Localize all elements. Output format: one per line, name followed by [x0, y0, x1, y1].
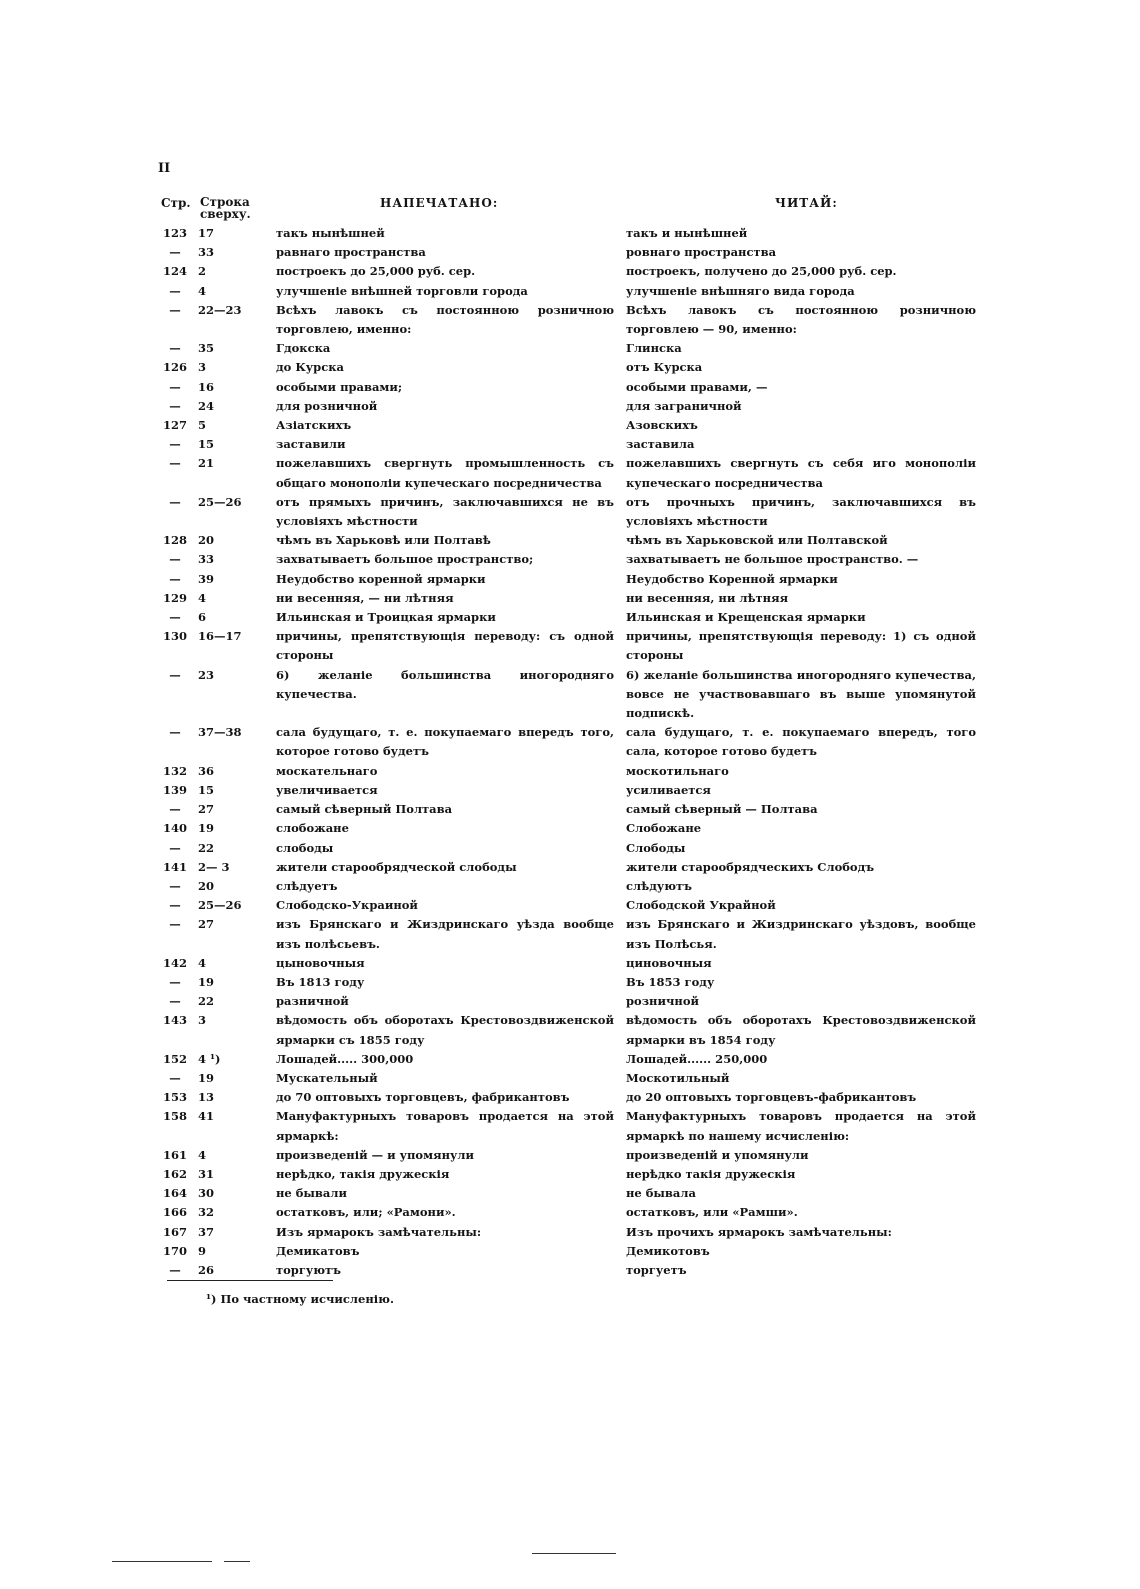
line-cell: 4 — [198, 1147, 207, 1162]
printed-cell: не бывали — [276, 1186, 348, 1201]
read-cell: особыми правами, — — [626, 379, 768, 394]
page-cell: — — [169, 802, 181, 817]
line-cell: 3 — [198, 1013, 207, 1028]
read-cell: остатковъ, или «Рамши». — [626, 1205, 798, 1220]
line-cell: 37—38 — [198, 725, 242, 740]
table-row — [158, 570, 998, 589]
printed-cell: остатковъ, или; «Рамони». — [276, 1205, 456, 1220]
line-cell: 4 — [198, 283, 207, 298]
line-cell: 35 — [198, 341, 215, 356]
table-row — [158, 1088, 998, 1107]
printed-cell: самый сѣверный Полтава — [276, 802, 453, 817]
table-row — [158, 282, 998, 301]
table-row — [158, 531, 998, 550]
page-cell: 123 — [162, 226, 187, 240]
read-cell: Изъ прочихъ ярмарокъ замѣчательны: — [626, 1224, 892, 1239]
table-row — [158, 493, 998, 531]
page-cell: 127 — [162, 418, 187, 433]
line-cell: 21 — [198, 456, 215, 471]
line-cell: 2 — [198, 264, 207, 279]
table-row — [158, 339, 998, 358]
page-cell: — — [169, 1262, 181, 1277]
table-row — [158, 1050, 998, 1069]
read-cell: москотильнаго — [626, 763, 729, 778]
printed-cell: Лошадей..... 300,000 — [276, 1051, 414, 1066]
page-cell: — — [169, 302, 181, 317]
printed-cell: Мускательный — [276, 1070, 378, 1085]
page-cell: — — [169, 667, 181, 682]
line-cell: 19 — [198, 1070, 215, 1085]
read-cell: причины, препятствующія переводу: 1) съ одной стороны — [626, 629, 976, 663]
read-cell: произведеній и упомянули — [626, 1147, 809, 1162]
printed-cell: Азіатскихъ — [276, 418, 352, 433]
header-printed-column: НАПЕЧАТАНО: — [380, 196, 499, 210]
read-cell: изъ Брянскаго и Жиздринскаго уѣздовъ, вообще изъ Полѣсья. — [626, 917, 976, 951]
read-cell: улучшеніе внѣшняго вида города — [626, 283, 855, 298]
table-row — [158, 1011, 998, 1049]
page-cell: — — [169, 994, 181, 1009]
printed-cell: до Курска — [276, 360, 344, 375]
page-cell: — — [169, 341, 181, 356]
read-cell: циновочныя — [626, 955, 712, 970]
read-cell: нерѣдко такія дружескія — [626, 1166, 796, 1181]
printed-cell: изъ Брянскаго и Жиздринскаго уѣзда вообще изъ полѣсьевъ. — [276, 917, 614, 951]
table-row — [158, 781, 998, 800]
page-cell: — — [169, 1070, 181, 1085]
page-cell: 128 — [162, 533, 187, 548]
page-cell: 124 — [162, 264, 187, 279]
page-cell: 161 — [162, 1147, 187, 1162]
printed-cell: Демикатовъ — [276, 1243, 360, 1258]
page-cell: — — [169, 494, 181, 509]
footnote: ¹) По частному исчисленію. — [206, 1292, 394, 1306]
header-page-column: Стр. — [161, 196, 191, 210]
page-cell: — — [169, 878, 181, 893]
table-row — [158, 608, 998, 627]
read-cell: вѣдомость объ оборотахъ Крестовоздвиженской ярмарки въ 1854 году — [626, 1013, 976, 1047]
errata-table — [158, 224, 998, 1280]
table-row — [158, 1242, 998, 1261]
table-header — [158, 192, 998, 228]
page-cell: 152 — [162, 1051, 187, 1066]
page-cell: 164 — [162, 1186, 187, 1201]
read-cell: пожелавшихъ свергнуть съ себя иго монополіи купеческаго посредничества — [626, 456, 976, 490]
page-cell: — — [169, 379, 181, 394]
line-cell: 20 — [198, 878, 215, 893]
printed-cell: 6) желаніе большинства иногородняго купечества. — [276, 667, 614, 701]
read-cell: самый сѣверный — Полтава — [626, 802, 818, 817]
line-cell: 37 — [198, 1224, 215, 1239]
footnote-divider — [167, 1280, 333, 1281]
table-row — [158, 992, 998, 1011]
table-row — [158, 819, 998, 838]
page-cell: 140 — [162, 821, 187, 836]
line-cell: 15 — [198, 782, 215, 797]
read-cell: Демикотовъ — [626, 1243, 710, 1258]
printed-cell: жители старообрядческой слободы — [276, 859, 517, 874]
read-cell: Азовскихъ — [626, 418, 698, 433]
page-cell: 132 — [162, 763, 187, 778]
line-cell: 39 — [198, 571, 215, 586]
read-cell: Слободской Украйной — [626, 898, 776, 913]
table-row — [158, 397, 998, 416]
page-cell: — — [169, 456, 181, 471]
line-cell: 33 — [198, 552, 215, 567]
read-cell: 6) желаніе большинства иногородняго купечества, вовсе не участвовавшаго въ выше упомянутой подпискѣ. — [626, 667, 976, 721]
table-row — [158, 973, 998, 992]
read-cell: отъ прочныхъ причинъ, заключавшихся въ условіяхъ мѣстности — [626, 494, 976, 529]
line-cell: 5 — [198, 418, 207, 433]
printed-cell: Въ 1813 году — [276, 974, 365, 989]
read-cell: сала будущаго, т. е. покупаемаго впередъ, того сала, которое готово будетъ — [626, 725, 976, 759]
page-cell: — — [169, 974, 181, 989]
table-row — [158, 800, 998, 819]
printed-cell: такъ нынѣшней — [276, 226, 385, 240]
page-cell: — — [169, 283, 181, 298]
read-cell: чѣмъ въ Харьковской или Полтавской — [626, 533, 888, 548]
table-row — [158, 858, 998, 877]
read-cell: торгуетъ — [626, 1262, 687, 1277]
read-cell: Слободы — [626, 840, 686, 855]
table-row — [158, 301, 998, 339]
table-row — [158, 877, 998, 896]
line-cell: 22 — [198, 994, 215, 1009]
table-row — [158, 762, 998, 781]
page-cell: — — [169, 571, 181, 586]
printed-cell: Мануфактурныхъ товаровъ продается на этой ярмаркѣ: — [276, 1109, 614, 1143]
printed-cell: Слободско-Украиной — [276, 898, 418, 913]
read-cell: ровнаго пространства — [626, 245, 777, 260]
line-cell: 27 — [198, 802, 215, 817]
scan-mark-left — [112, 1561, 212, 1562]
table-row — [158, 358, 998, 377]
printed-cell: захватываетъ большое пространство; — [276, 552, 534, 567]
read-cell: до 20 оптовыхъ торговцевъ-фабрикантовъ — [626, 1090, 917, 1105]
printed-cell: слободы — [276, 840, 334, 855]
table-row — [158, 262, 998, 281]
printed-cell: пожелавшихъ свергнуть промышленность съ общаго монополіи купеческаго посредничества — [276, 456, 614, 490]
line-cell: 9 — [198, 1243, 207, 1258]
line-cell: 23 — [198, 667, 215, 682]
line-cell: 3 — [198, 360, 207, 375]
table-row — [158, 915, 998, 953]
line-cell: 15 — [198, 437, 215, 452]
page-number: II — [158, 161, 171, 176]
read-cell: розничной — [626, 994, 700, 1009]
table-row — [158, 896, 998, 915]
page-cell: — — [169, 725, 181, 740]
printed-cell: цыновочныя — [276, 955, 365, 970]
line-cell: 41 — [198, 1109, 215, 1124]
page-cell: 126 — [162, 360, 187, 375]
page-cell: — — [169, 398, 181, 413]
read-cell: не бывала — [626, 1186, 696, 1201]
read-cell: отъ Курска — [626, 360, 703, 375]
printed-cell: нерѣдко, такія дружескія — [276, 1166, 450, 1181]
page-cell: — — [169, 840, 181, 855]
printed-cell: для розничной — [276, 398, 378, 413]
line-cell: 2— 3 — [198, 859, 230, 874]
read-cell: ни весенняя, ни лѣтняя — [626, 590, 789, 605]
line-cell: 25—26 — [198, 898, 242, 913]
table-row — [158, 550, 998, 569]
table-row — [158, 224, 998, 243]
printed-cell: чѣмъ въ Харьковѣ или Полтавѣ — [276, 533, 491, 548]
line-cell: 19 — [198, 821, 215, 836]
printed-cell: равнаго пространства — [276, 245, 426, 260]
read-cell: Неудобство Коренной ярмарки — [626, 571, 838, 586]
table-row — [158, 1203, 998, 1222]
page-cell: — — [169, 552, 181, 567]
printed-cell: ни весенняя, — ни лѣтняя — [276, 590, 454, 605]
table-row — [158, 1165, 998, 1184]
read-cell: Всѣхъ лавокъ съ постоянною розничною торговлею — 90, именно: — [626, 302, 976, 337]
read-cell: Глинска — [626, 341, 682, 356]
line-cell: 22—23 — [198, 302, 242, 317]
read-cell: слѣдуютъ — [626, 878, 692, 893]
line-cell: 31 — [198, 1166, 215, 1181]
line-cell: 33 — [198, 245, 215, 260]
page-cell: 170 — [162, 1243, 187, 1258]
page-cell: 129 — [162, 590, 187, 605]
read-cell: Слобожане — [626, 821, 702, 836]
line-cell: 26 — [198, 1262, 215, 1277]
line-cell: 4 — [198, 590, 207, 605]
page-cell: 139 — [162, 782, 187, 797]
table-row — [158, 435, 998, 454]
page-cell: 162 — [162, 1166, 187, 1181]
printed-cell: произведеній — и упомянули — [276, 1147, 474, 1162]
header-line-column: Строка сверху. — [200, 195, 251, 221]
page-cell: 142 — [162, 955, 187, 970]
printed-cell: до 70 оптовыхъ торговцевъ, фабрикантовъ — [276, 1090, 570, 1105]
read-cell: такъ и нынѣшней — [626, 226, 748, 240]
printed-cell: разничной — [276, 994, 349, 1009]
page-cell: 167 — [162, 1224, 187, 1239]
table-row — [158, 454, 998, 492]
table-row — [158, 589, 998, 608]
table-row — [158, 1107, 998, 1145]
line-cell: 16—17 — [198, 629, 242, 644]
page-cell: 153 — [162, 1090, 187, 1105]
page-cell: — — [169, 437, 181, 452]
table-row — [158, 243, 998, 262]
read-cell: жители старообрядческихъ Слободъ — [626, 859, 875, 874]
read-cell: Москотильный — [626, 1070, 730, 1085]
line-cell: 32 — [198, 1205, 215, 1220]
page-cell: — — [169, 245, 181, 260]
line-cell: 25—26 — [198, 494, 242, 509]
table-row — [158, 1261, 998, 1280]
printed-cell: торгуютъ — [276, 1262, 341, 1277]
printed-cell: москательнаго — [276, 763, 378, 778]
page-cell: — — [169, 610, 181, 625]
printed-cell: сала будущаго, т. е. покупаемаго впередъ того, которое готово будетъ — [276, 725, 614, 759]
line-cell: 17 — [198, 226, 215, 240]
printed-cell: улучшеніе внѣшней торговли города — [276, 283, 528, 298]
line-cell: 24 — [198, 398, 215, 413]
scan-mark-right — [532, 1553, 616, 1554]
printed-cell: построекъ до 25,000 руб. сер. — [276, 264, 476, 279]
printed-cell: Всѣхъ лавокъ съ постоянною розничною торговлею, именно: — [276, 302, 614, 337]
table-row — [158, 1223, 998, 1242]
line-cell: 20 — [198, 533, 215, 548]
read-cell: усиливается — [626, 782, 711, 797]
table-row — [158, 954, 998, 973]
printed-cell: причины, препятствующія переводу: съ одной стороны — [276, 629, 614, 663]
header-read-column: ЧИТАЙ: — [775, 196, 838, 210]
page-cell: 166 — [162, 1205, 187, 1220]
printed-cell: Гдокска — [276, 341, 331, 356]
line-cell: 4 ¹) — [198, 1051, 221, 1066]
line-cell: 36 — [198, 763, 215, 778]
printed-cell: увеличивается — [276, 782, 378, 797]
printed-cell: Изъ ярмарокъ замѣчательны: — [276, 1224, 482, 1239]
table-row — [158, 1184, 998, 1203]
page-cell: 130 — [162, 629, 187, 644]
line-cell: 22 — [198, 840, 215, 855]
read-cell: захватываетъ не большое пространство. — — [626, 552, 919, 567]
table-row — [158, 378, 998, 397]
page-cell: 158 — [162, 1109, 187, 1124]
page-cell: — — [169, 898, 181, 913]
read-cell: заставила — [626, 437, 695, 452]
line-cell: 13 — [198, 1090, 215, 1105]
table-row — [158, 839, 998, 858]
scan-mark-mid — [224, 1561, 250, 1562]
table-row — [158, 627, 998, 665]
printed-cell: слѣдуетъ — [276, 878, 338, 893]
read-cell: для заграничной — [626, 398, 742, 413]
line-cell: 27 — [198, 917, 215, 932]
page-cell: — — [169, 917, 181, 932]
read-cell: Въ 1853 году — [626, 974, 715, 989]
table-row — [158, 1146, 998, 1165]
printed-cell: Неудобство коренной ярмарки — [276, 571, 486, 586]
line-cell: 19 — [198, 974, 215, 989]
page-cell: 141 — [162, 859, 187, 874]
printed-cell: слобожане — [276, 821, 349, 836]
table-row — [158, 723, 998, 761]
line-cell: 4 — [198, 955, 207, 970]
read-cell: построекъ, получено до 25,000 руб. сер. — [626, 264, 897, 279]
printed-cell: особыми правами; — [276, 379, 403, 394]
table-row — [158, 666, 998, 724]
printed-cell: отъ прямыхъ причинъ, заключавшихся не въ условіяхъ мѣстности — [276, 494, 614, 529]
printed-cell: вѣдомость объ оборотахъ Крестовоздвиженской ярмарки съ 1855 году — [276, 1013, 614, 1047]
table-row — [158, 1069, 998, 1088]
read-cell: Лошадей...... 250,000 — [626, 1051, 768, 1066]
read-cell: Ильинская и Крещенская ярмарки — [626, 610, 866, 625]
printed-cell: Ильинская и Троицкая ярмарки — [276, 610, 496, 625]
page-cell: 143 — [162, 1013, 187, 1028]
table-row — [158, 416, 998, 435]
line-cell: 6 — [198, 610, 207, 625]
read-cell: Мануфактурныхъ товаровъ продается на этой ярмаркѣ по нашему исчисленію: — [626, 1109, 976, 1143]
line-cell: 16 — [198, 379, 215, 394]
printed-cell: заставили — [276, 437, 346, 452]
line-cell: 30 — [198, 1186, 215, 1201]
